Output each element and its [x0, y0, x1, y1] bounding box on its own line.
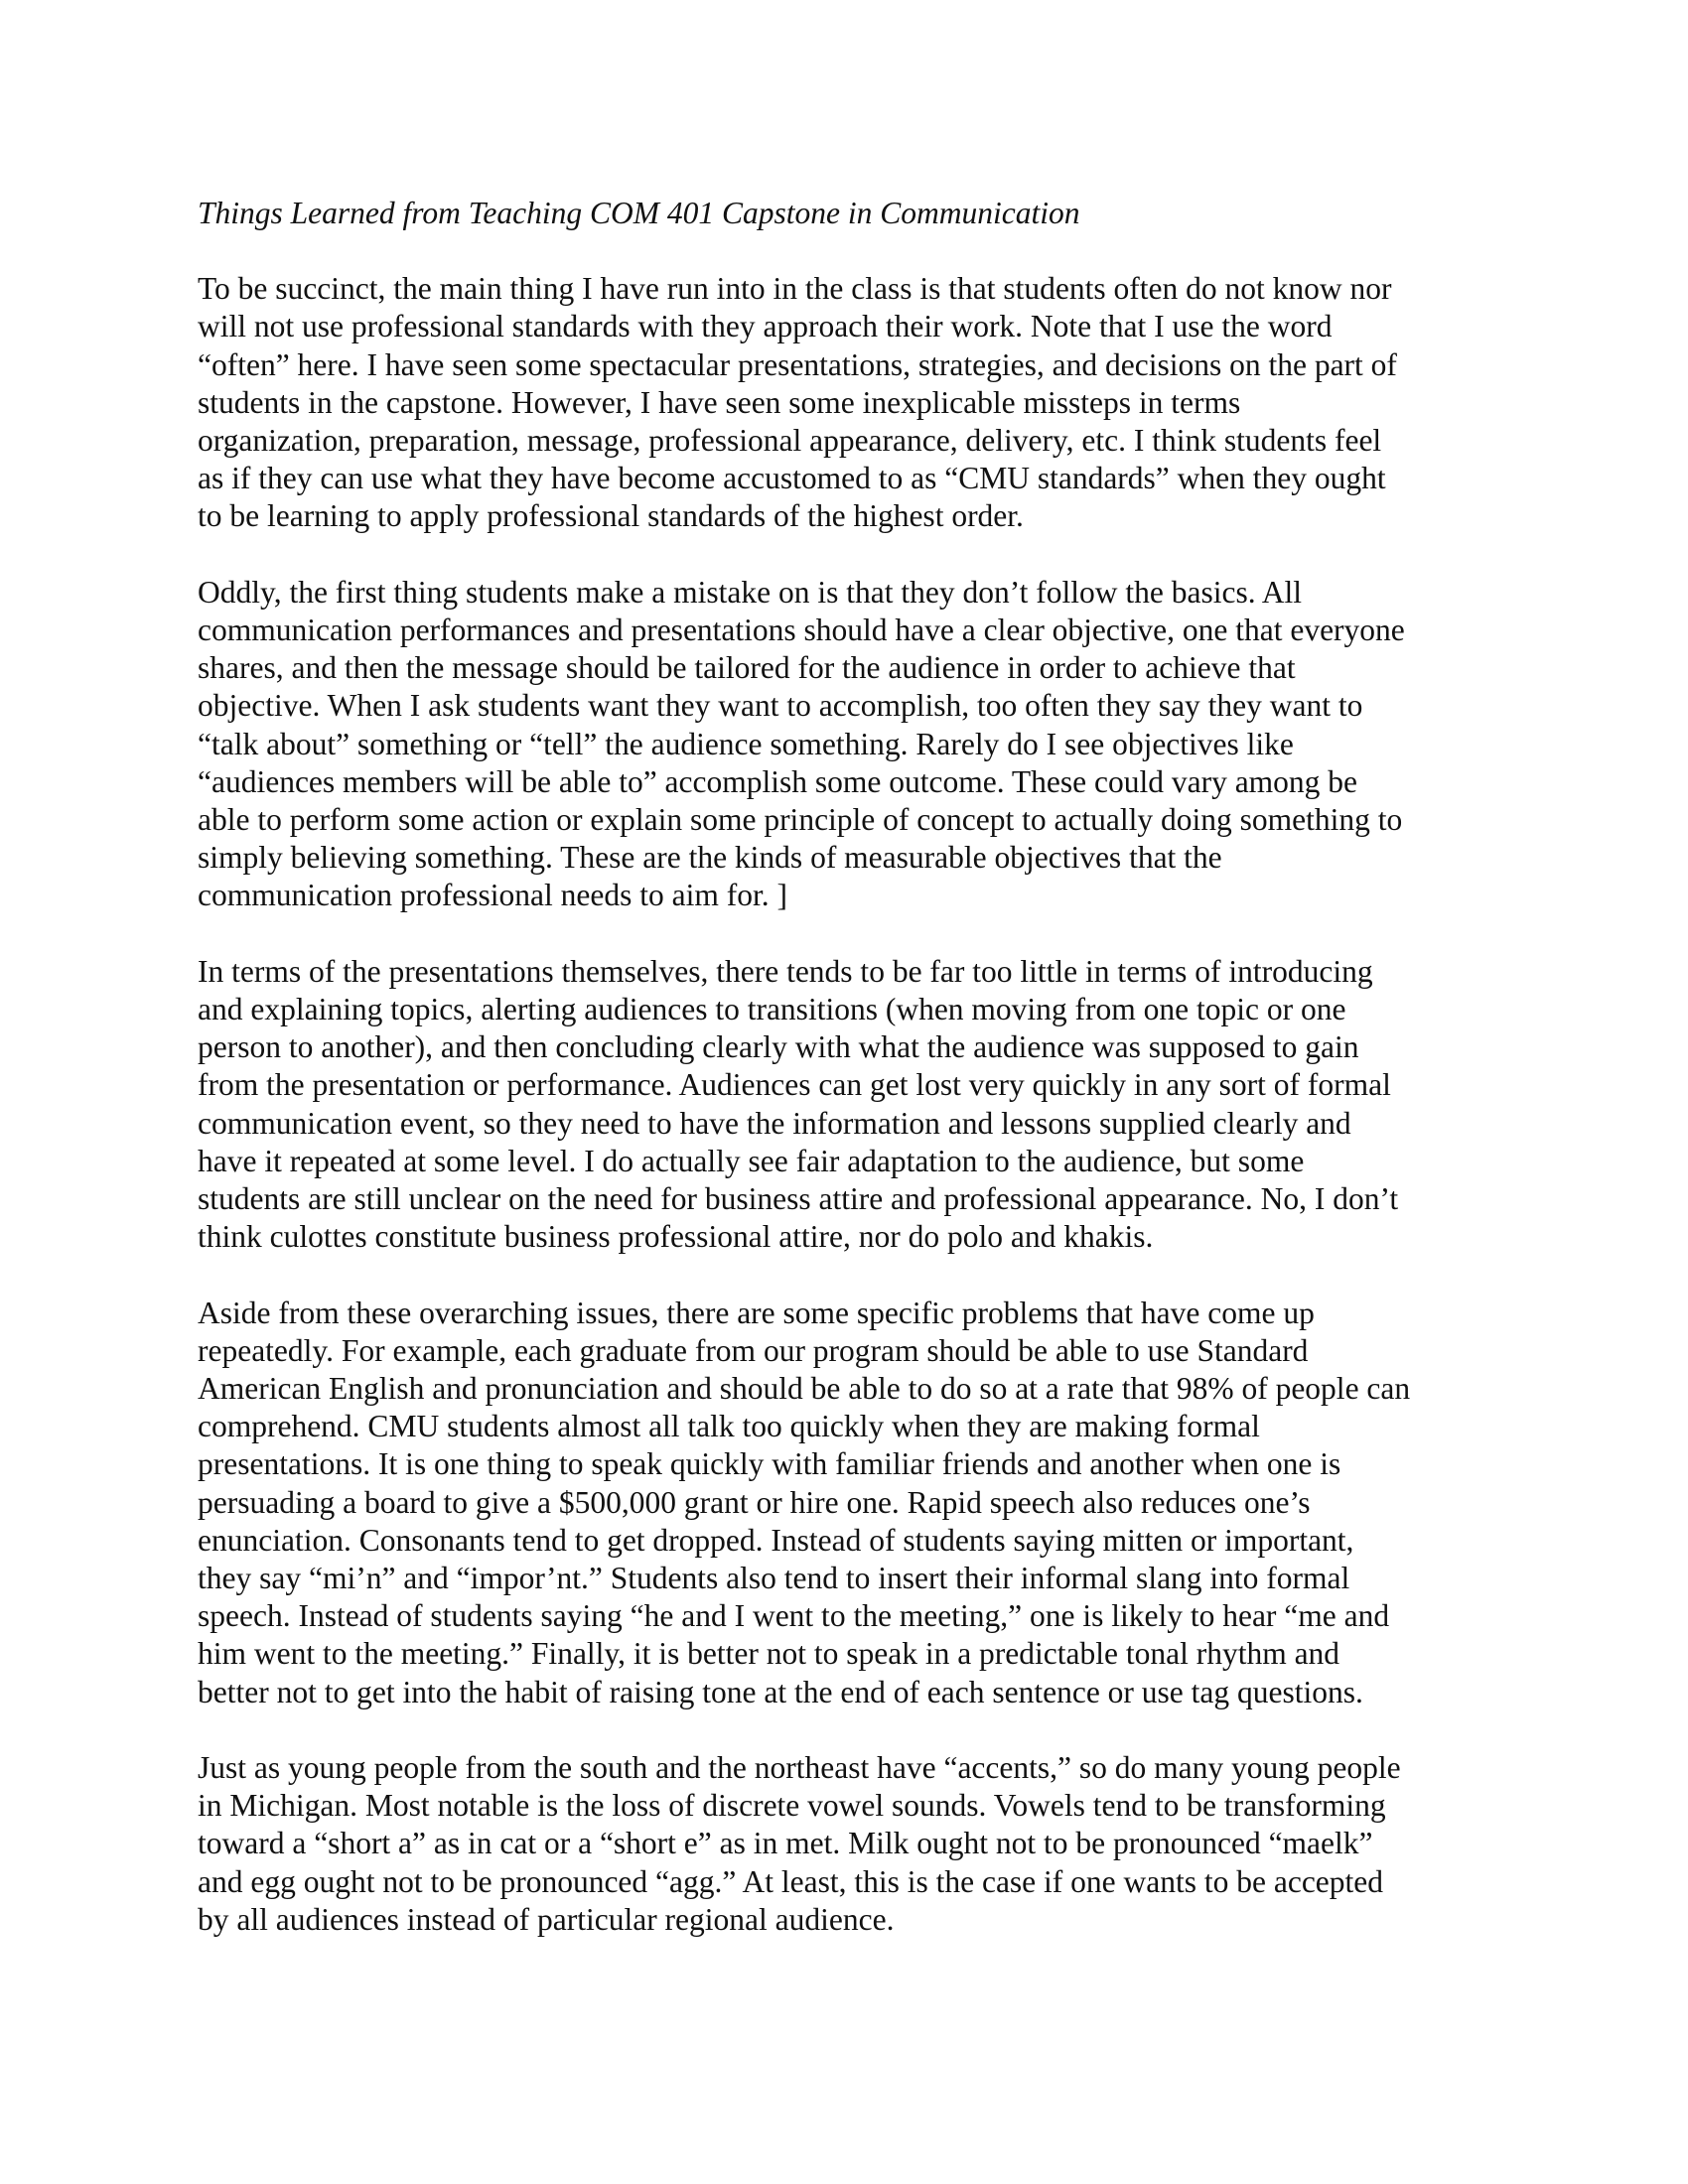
text-line: comprehend. CMU students almost all talk too quickly when they are making formal [198, 1409, 1260, 1444]
text-line: will not use professional standards with they approach their work. Note that I use the word [198, 309, 1333, 344]
text-line: have it repeated at some level. I do actually see fair adaptation to the audience, but some [198, 1143, 1305, 1178]
text-line: by all audiences instead of particular regional audience. [198, 1901, 895, 1937]
text-line: Oddly, the first thing students make a mistake on is that they don’t follow the basics. All [198, 574, 1302, 610]
text-line: to be learning to apply professional standards of the highest order. [198, 498, 1024, 534]
paragraph-2 [198, 574, 1488, 915]
paragraph-4 [198, 1295, 1488, 1711]
text-line: person to another), and then concluding clearly with what the audience was supposed to gain [198, 1029, 1359, 1065]
text-line: and explaining topics, alerting audiences to transitions (when moving from one topic or one [198, 992, 1346, 1027]
paragraph-container [198, 270, 1488, 1939]
text-line: persuading a board to give a $500,000 grant or hire one. Rapid speech also reduces one’s [198, 1484, 1311, 1520]
text-line: Just as young people from the south and the northeast have “accents,” so do many young people [198, 1750, 1401, 1786]
text-line: objective. When I ask students want they want to accomplish, too often they say they want to [198, 688, 1363, 724]
document-title: Things Learned from Teaching COM 401 Capstone in Communication [198, 196, 1080, 230]
text-line: enunciation. Consonants tend to get dropped. Instead of students saying mitten or important, [198, 1522, 1354, 1558]
text-line: communication performances and presentations should have a clear objective, one that everyone [198, 613, 1405, 648]
text-line: they say “mi’n” and “impor’nt.” Students also tend to insert their informal slang into formal [198, 1561, 1350, 1596]
text-line: organization, preparation, message, professional appearance, delivery, etc. I think students feel [198, 423, 1382, 459]
text-line: Aside from these overarching issues, there are some specific problems that have come up [198, 1295, 1315, 1330]
text-line: presentations. It is one thing to speak quickly with familiar friends and another when one is [198, 1446, 1341, 1482]
text-line: “audiences members will be able to” accomplish some outcome. These could vary among be [198, 763, 1358, 799]
paragraph-3 [198, 953, 1488, 1257]
text-line: better not to get into the habit of raising tone at the end of each sentence or use tag questions. [198, 1674, 1363, 1709]
text-line: as if they can use what they have become accustomed to as “CMU standards” when they ought [198, 461, 1386, 496]
text-line: American English and pronunciation and should be able to do so at a rate that 98% of people can [198, 1371, 1411, 1407]
text-line: think culottes constitute business professional attire, nor do polo and khakis. [198, 1219, 1154, 1255]
text-line: from the presentation or performance. Audiences can get lost very quickly in any sort of formal [198, 1067, 1391, 1103]
text-line: and egg ought not to be pronounced “agg.” At least, this is the case if one wants to be accepted [198, 1863, 1384, 1899]
text-line: communication professional needs to aim for. ] [198, 878, 787, 913]
text-line: “talk about” something or “tell” the audience something. Rarely do I see objectives like [198, 726, 1294, 761]
text-line: “often” here. I have seen some spectacular presentations, strategies, and decisions on the part of [198, 346, 1397, 382]
text-line: repeatedly. For example, each graduate from our program should be able to use Standard [198, 1332, 1309, 1368]
text-line: shares, and then the message should be tailored for the audience in order to achieve that [198, 650, 1296, 686]
text-line: simply believing something. These are the kinds of measurable objectives that the [198, 840, 1222, 876]
text-line: To be succinct, the main thing I have run into in the class is that students often do not know nor [198, 271, 1392, 307]
text-line: in Michigan. Most notable is the loss of discrete vowel sounds. Vowels tend to be transforming [198, 1788, 1386, 1824]
text-line: him went to the meeting.” Finally, it is better not to speak in a predictable tonal rhythm and [198, 1636, 1340, 1672]
text-line: students are still unclear on the need for business attire and professional appearance. No, I don’t [198, 1181, 1399, 1217]
text-line: able to perform some action or explain some principle of concept to actually doing something to [198, 802, 1403, 838]
text-line: toward a “short a” as in cat or a “short e” as in met. Milk ought not to be pronounced “maelk” [198, 1826, 1373, 1861]
text-line: communication event, so they need to have the information and lessons supplied clearly and [198, 1105, 1351, 1141]
text-line: In terms of the presentations themselves, there tends to be far too little in terms of introducing [198, 953, 1373, 989]
document-body [198, 195, 1488, 1977]
text-line: students in the capstone. However, I have seen some inexplicable missteps in terms [198, 384, 1241, 420]
paragraph-5 [198, 1749, 1488, 1939]
paragraph-1 [198, 270, 1488, 535]
text-line: speech. Instead of students saying “he and I went to the meeting,” one is likely to hear “me and [198, 1598, 1390, 1634]
